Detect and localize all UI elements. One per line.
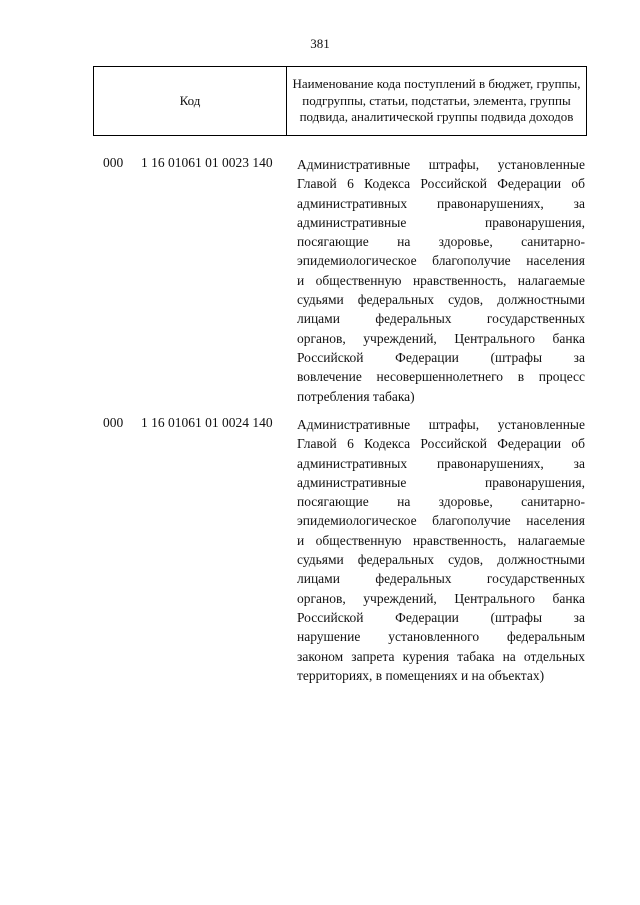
description-line: органов, учреждений, Центрального банка [297, 590, 585, 606]
description-line: вовлечение несовершеннолетнего в процесс [297, 369, 585, 385]
entry-description [297, 155, 585, 406]
description-line: административных правонарушениях, за [297, 195, 585, 211]
description-line: Административные штрафы, установленные [297, 157, 585, 172]
description-line: административных правонарушениях, за [297, 455, 585, 471]
header-name-label: Наименование кода поступлений в бюджет, группы, подгруппы, статьи, подстатьи, элемента, группы подвида, аналитической группы подвида доходов [287, 67, 587, 136]
entry-description [297, 415, 585, 685]
admin-code: 000 [103, 155, 124, 170]
description-line: административные правонарушения, [297, 214, 585, 230]
description-line: лицами федеральных государственных [297, 311, 585, 327]
description-line: административные правонарушения, [297, 474, 585, 490]
description-line: территориях, в помещениях и на объектах) [297, 667, 545, 683]
description-line: судьями федеральных судов, должностными [297, 552, 585, 568]
description-line: законом запрета курения табака на отдельных [297, 648, 585, 664]
description-line: Российской Федерации (штрафы за [297, 349, 585, 365]
page-number: 381 [310, 36, 330, 51]
description-line: эпидемиологическое благополучие населения [297, 253, 585, 269]
description-line: органов, учреждений, Центрального банка [297, 330, 585, 346]
description-line: и общественную нравственность, налагаемые [297, 272, 585, 288]
kbk-code: 1 16 01061 01 0024 140 [141, 415, 273, 430]
description-line: Главой 6 Кодекса Российской Федерации об [297, 176, 585, 192]
description-line: судьями федеральных судов, должностными [297, 292, 585, 308]
kbk-code: 1 16 01061 01 0023 140 [141, 155, 273, 170]
description-line: и общественную нравственность, налагаемые [297, 532, 585, 548]
description-line: лицами федеральных государственных [297, 571, 585, 587]
description-line: Главой 6 Кодекса Российской Федерации об [297, 436, 585, 452]
description-line: потребления табака) [297, 388, 415, 404]
header-table [93, 66, 587, 136]
description-line: нарушение установленного федеральным [297, 629, 585, 645]
description-line: Российской Федерации (штрафы за [297, 609, 585, 625]
admin-code: 000 [103, 415, 124, 430]
description-line: посягающие на здоровье, санитарно- [297, 494, 585, 510]
header-code-label: Код [94, 67, 287, 136]
description-line: посягающие на здоровье, санитарно- [297, 234, 585, 250]
description-line: Административные штрафы, установленные [297, 417, 585, 432]
description-line: эпидемиологическое благополучие населения [297, 513, 585, 529]
